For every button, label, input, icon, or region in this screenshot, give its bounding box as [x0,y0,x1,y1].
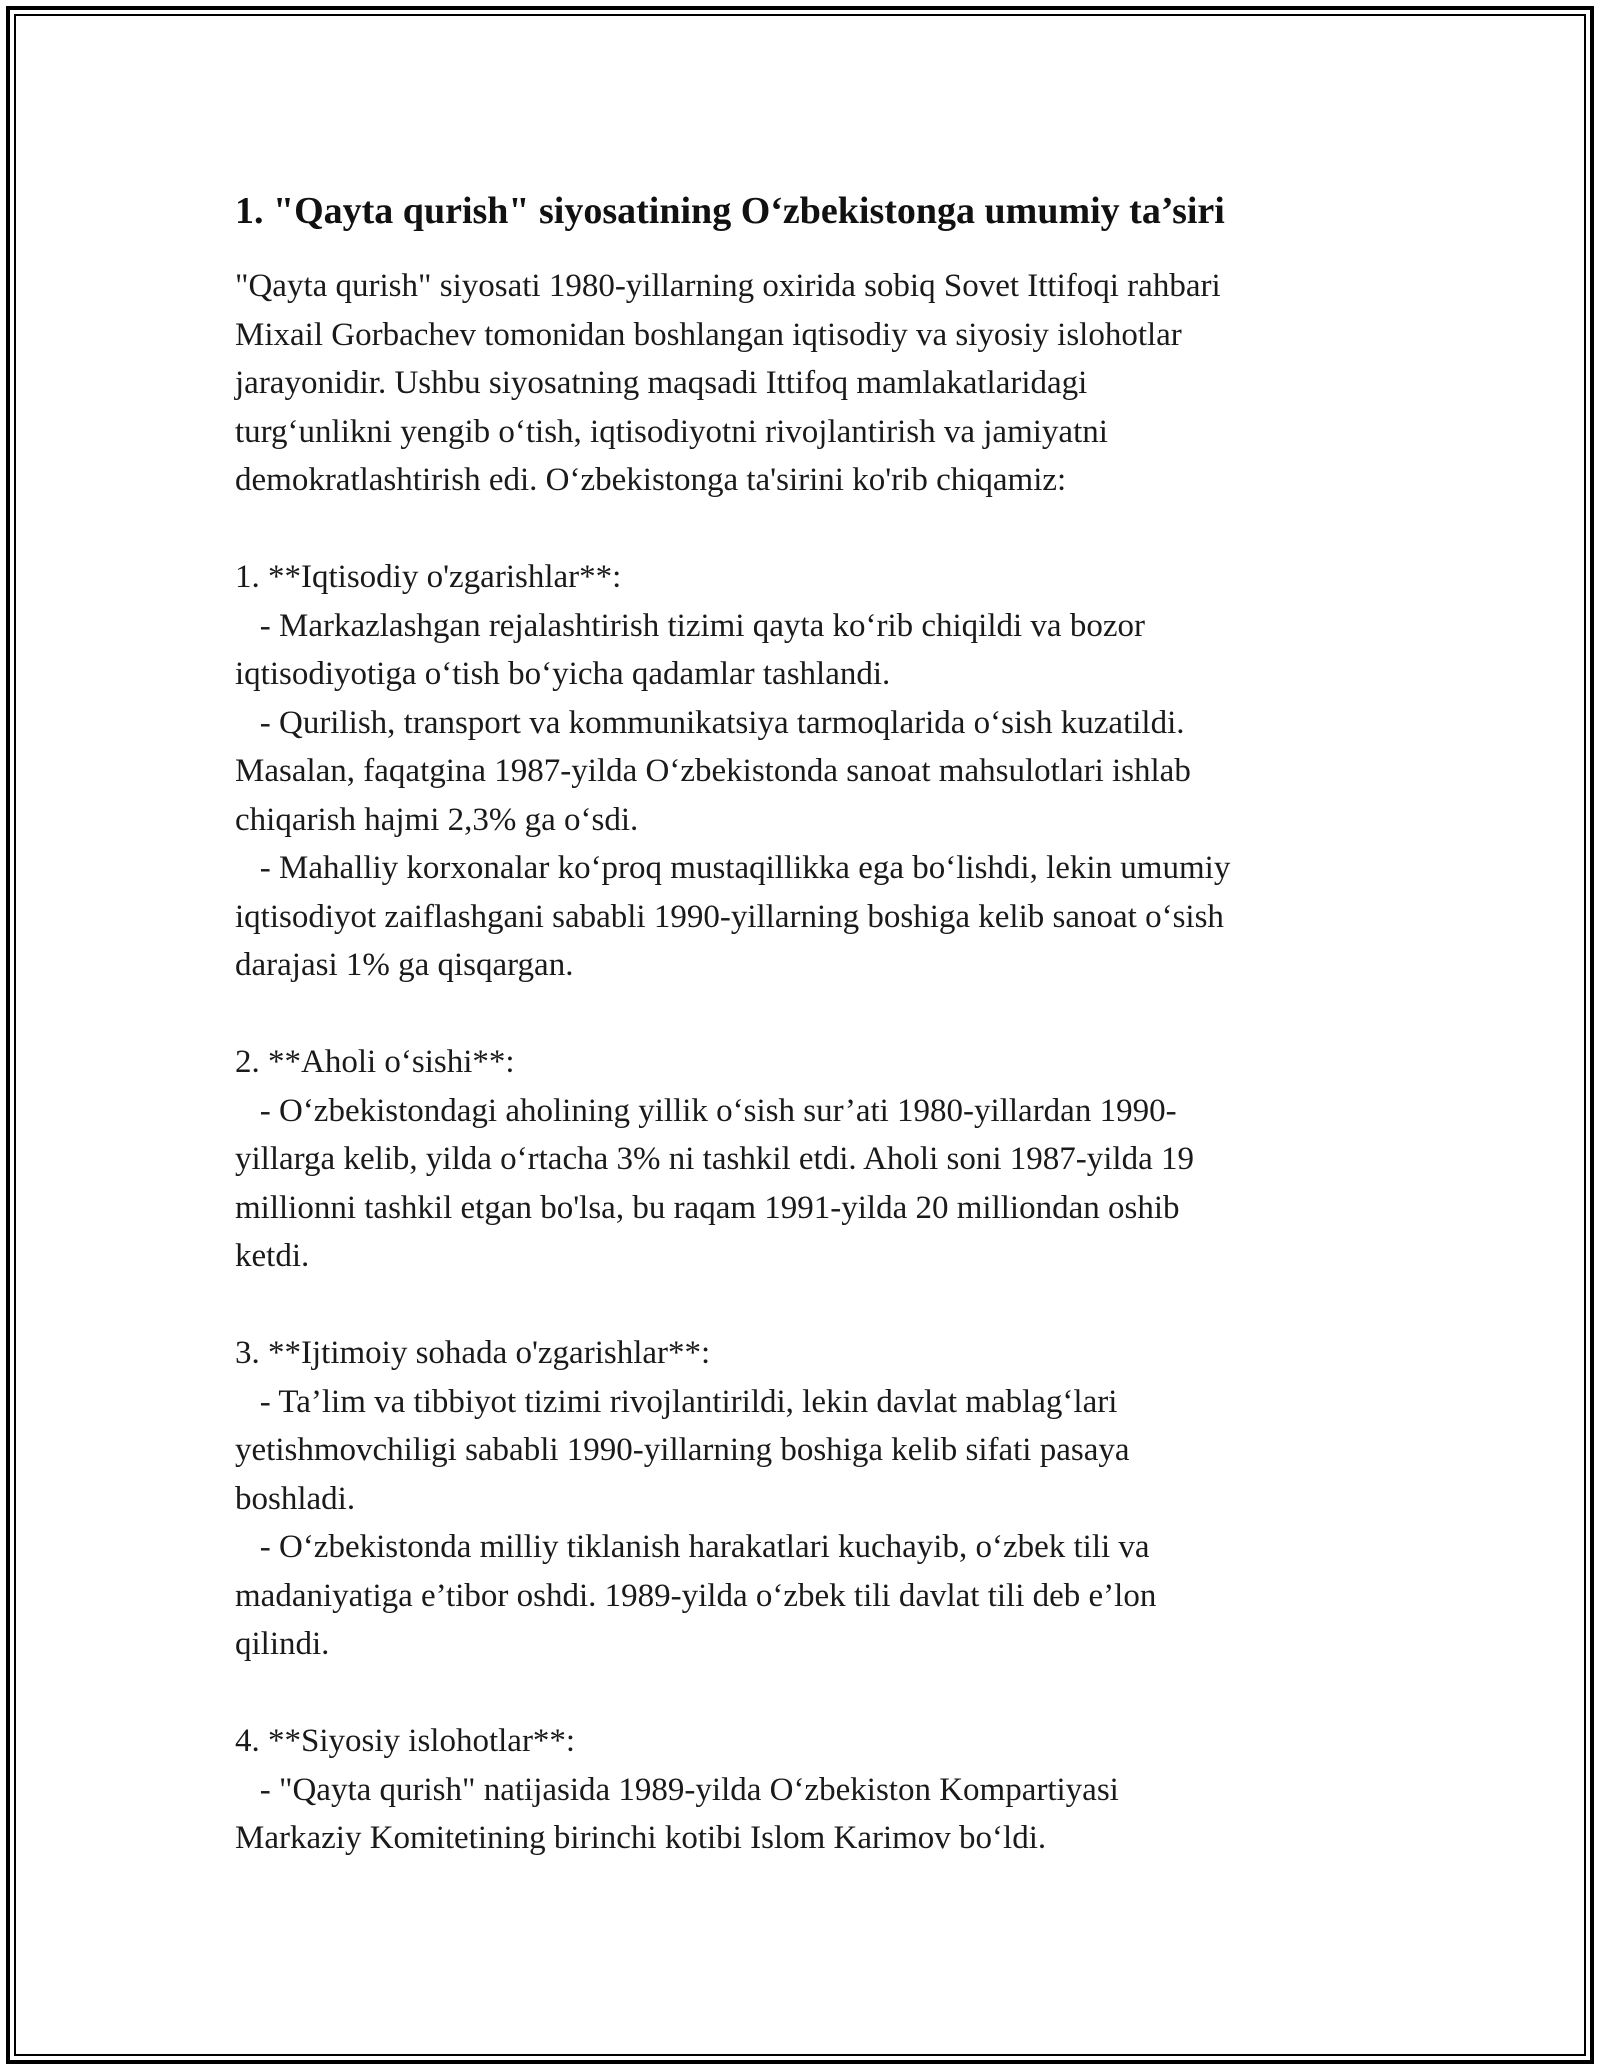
section-economy [235,553,1365,990]
section-line: - O‘zbekistondagi aholining yillik o‘sish sur’ati 1980-yillardan 1990- [235,1092,1177,1129]
section-line: madaniyatiga e’tibor oshdi. 1989-yilda o‘zbek tili davlat tili deb e’lon [235,1577,1157,1614]
section-line: - Qurilish, transport va kommunikatsiya tarmoqlarida o‘sish kuzatildi. [235,704,1185,741]
section-line: Masalan, faqatgina 1987-yilda O‘zbekistonda sanoat mahsulotlari ishlab [235,753,1191,789]
section-politics [235,1717,1365,1863]
section-line: ketdi. [235,1238,310,1274]
section-line: qilindi. [235,1626,330,1662]
section-heading: 2. **Aholi o‘sishi**: [235,1044,515,1080]
document-body [235,186,1365,1863]
section-line: - "Qayta qurish" natijasida 1989-yilda O‘zbekiston Kompartiyasi [235,1771,1119,1808]
section-heading: 1. **Iqtisodiy o'zgarishlar**: [235,559,622,595]
section-line: - Mahalliy korxonalar ko‘proq mustaqillikka ega bo‘lishdi, lekin umumiy [235,850,1231,886]
blank-line [235,990,1365,1039]
intro-line: jarayonidir. Ushbu siyosatning maqsadi Ittifoq mamlakatlaridagi [235,365,1088,401]
section-line: - Markazlashgan rejalashtirish tizimi qayta ko‘rib chiqildi va bozor [235,607,1145,644]
section-line: Markaziy Komitetining birinchi kotibi Islom Karimov bo‘ldi. [235,1820,1047,1856]
blank-line [235,1669,1365,1718]
section-heading: 3. **Ijtimoiy sohada o'zgarishlar**: [235,1335,711,1371]
intro-line: turg‘unlikni yengib o‘tish, iqtisodiyotni rivojlantirish va jamiyatni [235,413,1108,450]
section-population [235,1038,1365,1281]
intro-line: "Qayta qurish" siyosati 1980-yillarning oxirida sobiq Sovet Ittifoqi rahbari [235,268,1221,304]
intro-line: demokratlashtirish edi. O‘zbekistonga ta'sirini ko'rib chiqamiz: [235,462,1067,498]
section-line: chiqarish hajmi 2,3% ga o‘sdi. [235,801,639,838]
section-line: iqtisodiyotiga o‘tish bo‘yicha qadamlar tashlandi. [235,656,891,692]
section-line: boshladi. [235,1480,356,1517]
section-line: millionni tashkil etgan bo'lsa, bu raqam 1991-yilda 20 milliondan oshib [235,1189,1180,1226]
section-line: iqtisodiyot zaiflashgani sababli 1990-yillarning boshiga kelib sanoat o‘sish [235,898,1224,935]
section-line: yetishmovchiligi sababli 1990-yillarning boshiga kelib sifati pasaya [235,1432,1130,1468]
section-line: - O‘zbekistonda milliy tiklanish harakatlari kuchayib, o‘zbek tili va [235,1529,1150,1565]
section-heading: 4. **Siyosiy islohotlar**: [235,1723,576,1759]
intro-paragraph [235,262,1365,505]
section-social [235,1329,1365,1669]
intro-line: Mixail Gorbachev tomonidan boshlangan iqtisodiy va siyosiy islohotlar [235,316,1182,353]
section-line: - Ta’lim va tibbiyot tizimi rivojlantirildi, lekin davlat mablag‘lari [235,1383,1118,1420]
section-line: yillarga kelib, yilda o‘rtacha 3% ni tashkil etdi. Aholi soni 1987-yilda 19 [235,1141,1194,1177]
section-line: darajasi 1% ga qisqargan. [235,947,574,983]
blank-line [235,505,1365,554]
blank-line [235,1281,1365,1330]
document-title: 1. "Qayta qurish" siyosatining O‘zbekistonga umumiy ta’siri [235,190,1225,232]
